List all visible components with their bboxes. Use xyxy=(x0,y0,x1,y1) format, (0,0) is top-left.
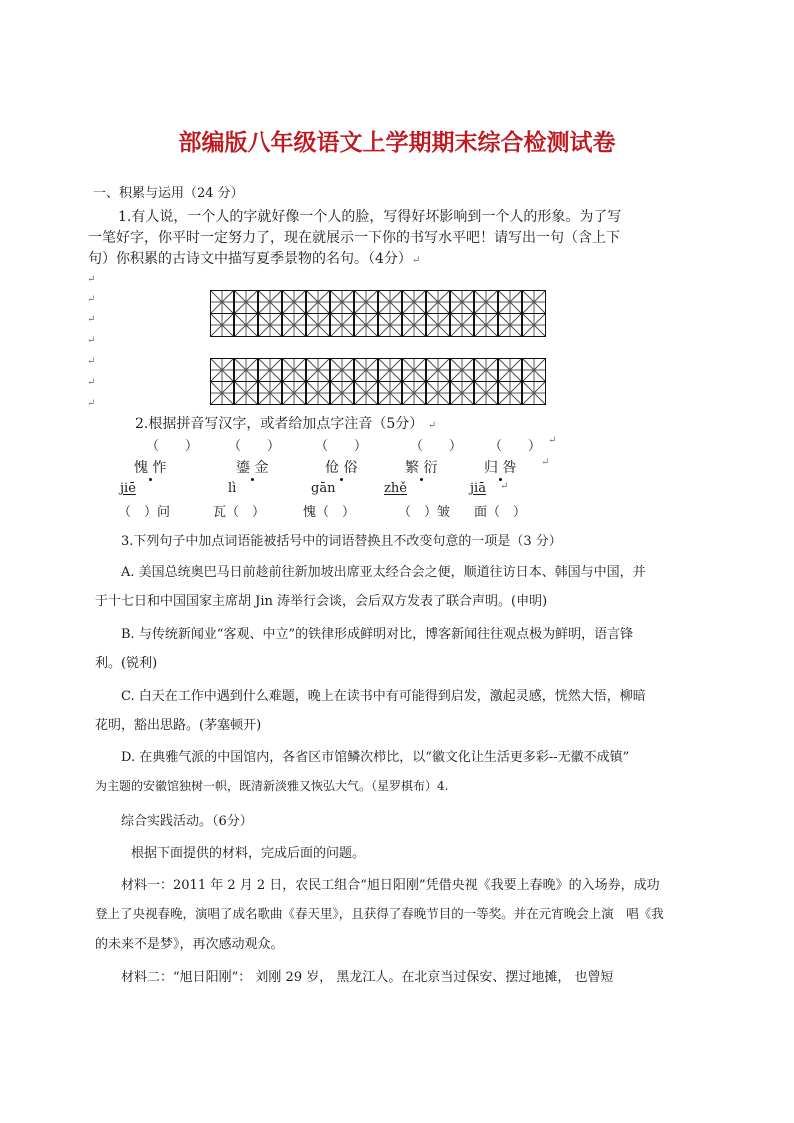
grid-cell[interactable] xyxy=(522,381,546,405)
q3-option-a-line-1: A. 美国总统奥巴马日前趁前往新加坡出席亚太经合会之便，顺道往访日本、韩国与中国，并 xyxy=(121,565,646,580)
grid-cell[interactable] xyxy=(282,381,306,405)
grid-cell[interactable] xyxy=(498,381,522,405)
q1-line-2: 一笔好字，你平时一定努力了，现在就展示一下你的书写水平吧！请写出一句（含上下 xyxy=(88,230,620,246)
fill-item[interactable]: （ ）皱 xyxy=(398,505,451,520)
grid-cell[interactable] xyxy=(378,358,402,382)
grid-cell[interactable] xyxy=(522,358,546,382)
grid-cell[interactable] xyxy=(258,381,282,405)
return-mark: ↵ xyxy=(87,314,96,325)
grid-cell[interactable] xyxy=(282,290,306,314)
material-1-line-1: 材料一：2011 年 2 月 2 日，农民工组合“旭日阳刚”凭借央视《我要上春晚》的入场券，成功 xyxy=(121,878,660,893)
grid-cell[interactable] xyxy=(450,313,474,337)
return-mark: ↵ xyxy=(87,335,96,346)
grid-cell[interactable] xyxy=(234,313,258,337)
return-mark: ↵ xyxy=(87,356,96,367)
q3-option-d-line-2: 为主题的安徽馆独树一帜，既清新淡雅又恢弘大气。（星罗棋布）4. xyxy=(95,779,449,793)
fill-item[interactable]: 愧（ ） xyxy=(303,505,356,520)
grid-cell[interactable] xyxy=(474,381,498,405)
q2-word-row xyxy=(0,457,794,477)
grid-cell[interactable] xyxy=(474,358,498,382)
grid-cell[interactable] xyxy=(330,290,354,314)
answer-paren[interactable]: （ ） xyxy=(315,439,368,454)
q2-prompt: 2.根据拼音写汉字，或者给加点字注音（5分） ↵ xyxy=(135,416,437,432)
grid-cell[interactable] xyxy=(330,313,354,337)
grid-cell[interactable] xyxy=(306,358,330,382)
word-item: 归 咎 xyxy=(484,457,516,477)
q1-line-1: 1.有人说，一个人的字就好像一个人的脸，写得好坏影响到一个人的形象。为了写 xyxy=(118,209,622,225)
grid-cell[interactable] xyxy=(378,381,402,405)
q3-prompt: 3.下列句子中加点词语能被括号中的词语替换且不改变句意的一项是（3 分） xyxy=(121,534,562,549)
return-mark: ↵ xyxy=(87,377,96,388)
q2-paren-row xyxy=(0,435,794,453)
writing-grid-row-1[interactable] xyxy=(210,290,546,336)
return-mark: ↵ xyxy=(87,398,96,409)
material-1-line-3: 的未来不是梦》，再次感动观众。 xyxy=(95,937,284,952)
grid-cell[interactable] xyxy=(402,313,426,337)
return-mark: ↵ xyxy=(87,274,96,285)
grid-cell[interactable] xyxy=(426,290,450,314)
material-1-line-2: 登上了央视春晚，演唱了成名歌曲《春天里》，且获得了春晚节目的一等奖。并在元宵晚会上演 唱《我 xyxy=(95,906,664,921)
grid-cell[interactable] xyxy=(450,290,474,314)
q4-title: 综合实践活动。（6分） xyxy=(121,814,253,829)
grid-cell[interactable] xyxy=(378,290,402,314)
grid-cell[interactable] xyxy=(354,290,378,314)
pinyin-item: gān xyxy=(311,481,336,496)
grid-cell[interactable] xyxy=(306,381,330,405)
grid-cell[interactable] xyxy=(330,358,354,382)
q4-intro: 根据下面提供的材料，完成后面的问题。 xyxy=(131,846,366,861)
word-item: 愧 怍 xyxy=(134,457,166,477)
grid-cell[interactable] xyxy=(210,290,234,314)
q2-pinyin-row xyxy=(0,481,794,499)
q3-option-c-line-2: 花明，豁出思路。(茅塞顿开) xyxy=(95,718,262,733)
answer-paren[interactable]: （ ） xyxy=(410,439,463,454)
grid-cell[interactable] xyxy=(402,358,426,382)
q3-option-c-line-1: C. 白天在工作中遇到什么难题，晚上在读书中有可能得到启发，激起灵感，恍然大悟，柳暗 xyxy=(121,689,646,704)
grid-cell[interactable] xyxy=(402,290,426,314)
q2-fill-row xyxy=(0,501,794,519)
grid-cell[interactable] xyxy=(354,381,378,405)
grid-cell[interactable] xyxy=(426,313,450,337)
grid-cell[interactable] xyxy=(258,358,282,382)
grid-cell[interactable] xyxy=(402,381,426,405)
page-title: 部编版八年级语文上学期期末综合检测试卷 xyxy=(178,129,616,156)
q3-option-b-line-2: 利。(锐利) xyxy=(95,656,158,671)
q1-line-3: 句）你积累的古诗文中描写夏季景物的名句。（4分）↵ xyxy=(88,251,421,267)
word-item: 鎏 金 xyxy=(236,457,268,477)
pinyin-item: zhě xyxy=(384,481,407,496)
grid-cell[interactable] xyxy=(234,290,258,314)
grid-cell[interactable] xyxy=(306,290,330,314)
fill-item[interactable]: （ ）问 xyxy=(118,505,171,520)
material-2-line-1: 材料二：“旭日阳刚”： 刘刚 29 岁， 黑龙江人。在北京当过保安、摆过地摊， 也曾短 xyxy=(121,970,614,985)
answer-paren[interactable]: （ ） xyxy=(228,439,281,454)
q3-option-b-line-1: B. 与传统新闻业“客观、中立”的铁律形成鲜明对比，博客新闻往往观点极为鲜明，语言锋 xyxy=(121,627,634,642)
grid-cell[interactable] xyxy=(354,313,378,337)
writing-grid-row-2[interactable] xyxy=(210,358,546,404)
grid-cell[interactable] xyxy=(330,381,354,405)
fill-item[interactable]: 面（ ） xyxy=(474,505,527,520)
word-item: 繁 衍 xyxy=(405,457,437,477)
grid-cell[interactable] xyxy=(450,381,474,405)
q3-option-d-line-1: D. 在典雅气派的中国馆内，各省区市馆鳞次栉比，以“徽文化让生活更多彩--无徽不成镇” xyxy=(121,750,630,765)
return-mark: ↵ xyxy=(87,294,96,305)
return-mark: ↵ xyxy=(548,435,557,446)
grid-cell[interactable] xyxy=(522,313,546,337)
grid-cell[interactable] xyxy=(210,358,234,382)
grid-cell[interactable] xyxy=(306,313,330,337)
answer-paren[interactable]: （ ） xyxy=(489,439,542,454)
grid-cell[interactable] xyxy=(210,381,234,405)
pinyin-item: jiā xyxy=(470,481,486,496)
grid-cell[interactable] xyxy=(282,313,306,337)
grid-cell[interactable] xyxy=(378,313,402,337)
grid-cell[interactable] xyxy=(522,290,546,314)
section-heading: 一、积累与运用（24 分） xyxy=(93,186,244,201)
fill-item[interactable]: 瓦（ ） xyxy=(213,505,266,520)
grid-cell[interactable] xyxy=(426,381,450,405)
grid-cell[interactable] xyxy=(498,358,522,382)
grid-cell[interactable] xyxy=(450,358,474,382)
grid-cell[interactable] xyxy=(282,358,306,382)
q3-option-a-line-2: 于十七日和中国国家主席胡 Jin 涛举行会谈，会后双方发表了联合声明。(申明) xyxy=(95,594,548,609)
answer-paren[interactable]: （ ） xyxy=(146,439,199,454)
grid-cell[interactable] xyxy=(258,290,282,314)
grid-cell[interactable] xyxy=(498,313,522,337)
pinyin-item: jiē xyxy=(120,481,136,496)
grid-cell[interactable] xyxy=(426,358,450,382)
pinyin-item: lì xyxy=(228,481,237,496)
grid-cell[interactable] xyxy=(498,290,522,314)
return-mark: ↵ xyxy=(500,481,509,492)
grid-cell[interactable] xyxy=(354,358,378,382)
return-mark: ↵ xyxy=(541,457,550,468)
grid-cell[interactable] xyxy=(474,290,498,314)
word-item: 伧 俗 xyxy=(325,457,357,477)
grid-cell[interactable] xyxy=(234,358,258,382)
grid-cell[interactable] xyxy=(258,313,282,337)
grid-cell[interactable] xyxy=(210,313,234,337)
grid-cell[interactable] xyxy=(474,313,498,337)
grid-cell[interactable] xyxy=(234,381,258,405)
